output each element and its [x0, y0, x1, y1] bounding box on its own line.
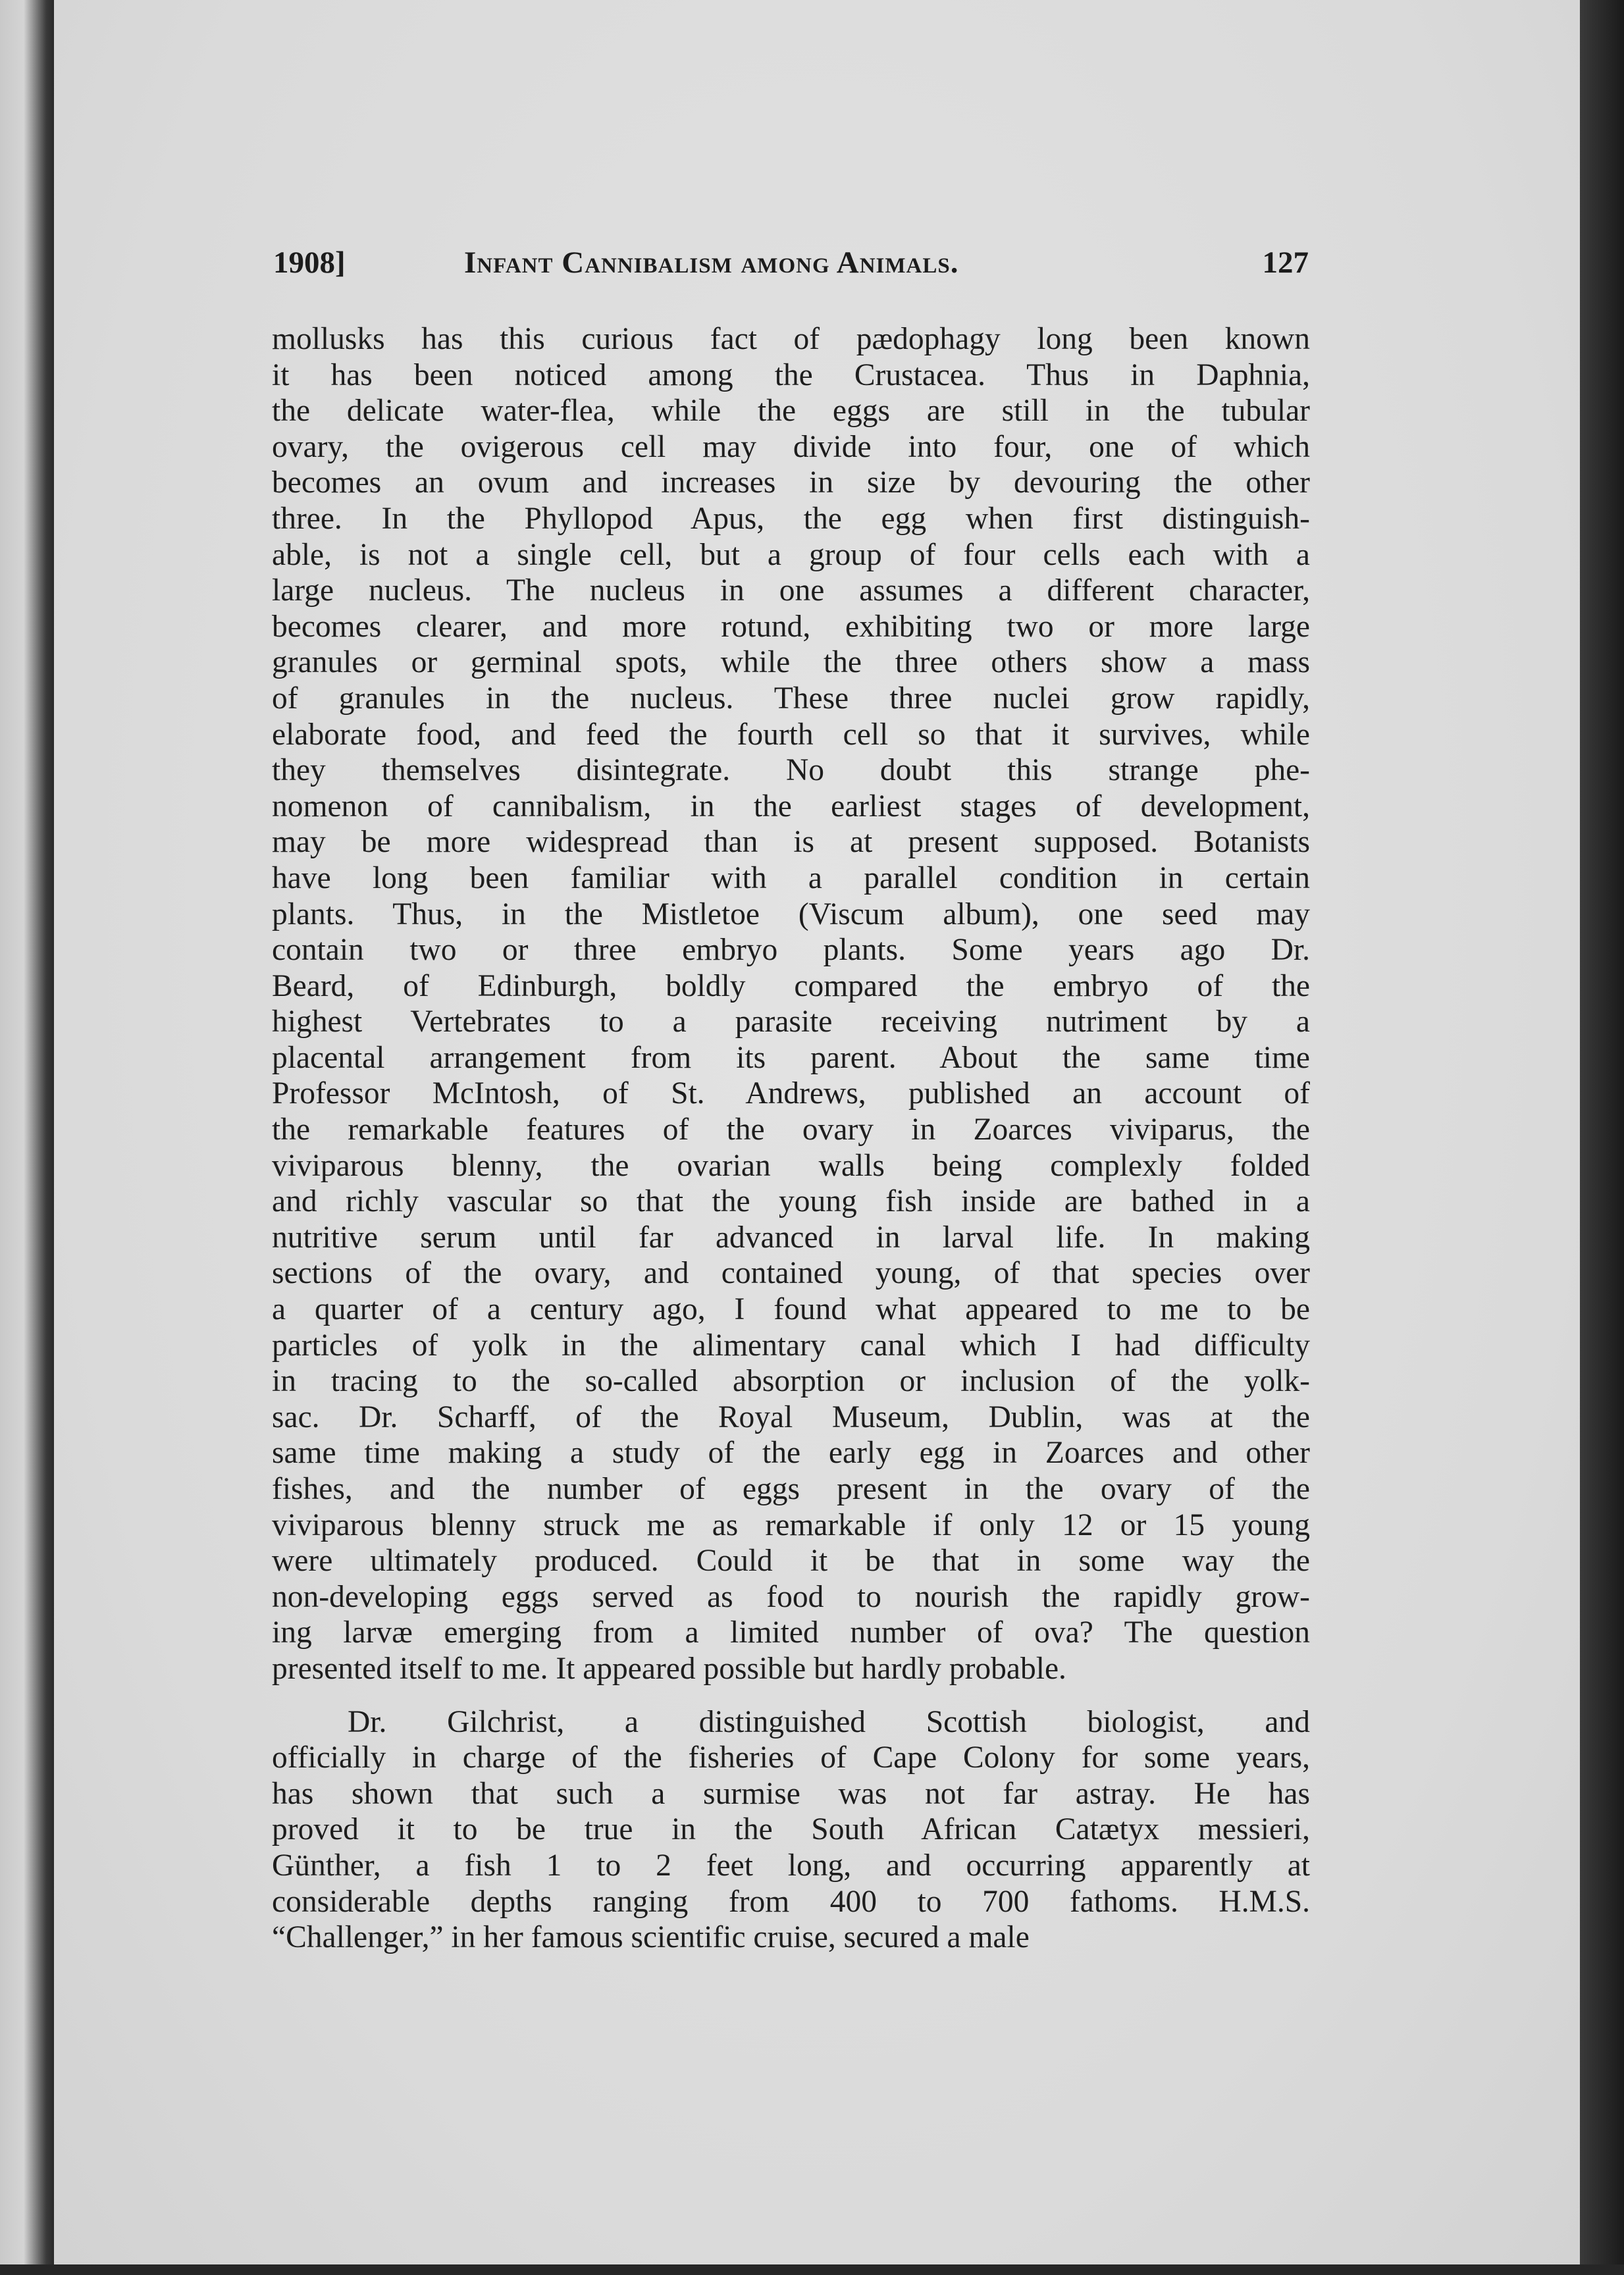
text-line: Dr. Gilchrist, a distinguished Scottish biologist, and	[348, 1704, 1310, 1739]
text-line: plants. Thus, in the Mistletoe (Viscum album), one seed may	[272, 897, 1310, 931]
text-line: same time making a study of the early egg in Zoarces and other	[272, 1436, 1310, 1471]
text-line: presented itself to me. It appeared possible but hardly probable.	[272, 1651, 1066, 1686]
text-line: highest Vertebrates to a parasite receiving nutriment by a	[272, 1005, 1310, 1039]
text-line: of granules in the nucleus. These three nuclei grow rapidly,	[272, 681, 1310, 716]
text-line: sections of the ovary, and contained young, of that species over	[272, 1256, 1310, 1291]
text-line: Professor McIntosh, of St. Andrews, published an account of	[272, 1076, 1310, 1111]
text-line: may be more widespread than is at present supposed. Botanists	[272, 825, 1310, 860]
running-head	[273, 245, 1309, 284]
text-line: viviparous blenny, the ovarian walls being complexly folded	[272, 1148, 1310, 1183]
text-line: it has been noticed among the Crustacea. Thus in Daphnia,	[272, 357, 1310, 392]
header-title: Infant Cannibalism among Animals.	[464, 246, 959, 280]
text-line: the delicate water-flea, while the eggs are still in the tubular	[272, 394, 1310, 429]
text-line: granules or germinal spots, while the three others show a mass	[272, 645, 1310, 680]
text-line: non-developing eggs served as food to nourish the rapidly grow-	[272, 1579, 1310, 1614]
paragraph-gap	[272, 1687, 1310, 1704]
text-line: has shown that such a surmise was not far astray. He has	[272, 1776, 1310, 1811]
text-line: nomenon of cannibalism, in the earliest stages of development,	[272, 789, 1310, 824]
scan-bottom-edge	[0, 2264, 1624, 2275]
text-line: particles of yolk in the alimentary canal which I had difficulty	[272, 1328, 1310, 1363]
text-line: Beard, of Edinburgh, boldly compared the embryo of the	[272, 968, 1310, 1003]
text-line: becomes an ovum and increases in size by devouring the other	[272, 465, 1310, 500]
text-line: mollusks has this curious fact of pædophagy long been known	[272, 322, 1310, 356]
text-line: they themselves disintegrate. No doubt this strange phe-	[272, 753, 1310, 788]
page-number: 127	[1262, 246, 1309, 280]
text-line: placental arrangement from its parent. About the same time	[272, 1040, 1310, 1075]
text-line: officially in charge of the fisheries of Cape Colony for some years,	[272, 1740, 1310, 1775]
text-line: “Challenger,” in her famous scientific cruise, secured a male	[272, 1920, 1030, 1955]
text-line: able, is not a single cell, but a group of four cells each with a	[272, 537, 1310, 572]
text-line: three. In the Phyllopod Apus, the egg when first distinguish-	[272, 501, 1310, 536]
text-line: fishes, and the number of eggs present in the ovary of the	[272, 1472, 1310, 1506]
text-line: proved it to be true in the South African Catætyx messieri,	[272, 1812, 1310, 1847]
text-line: and richly vascular so that the young fish inside are bathed in a	[272, 1184, 1310, 1219]
text-line: sac. Dr. Scharff, of the Royal Museum, Dublin, was at the	[272, 1399, 1310, 1434]
text-line: ovary, the ovigerous cell may divide into four, one of which	[272, 429, 1310, 464]
text-line: have long been familiar with a parallel condition in certain	[272, 860, 1310, 895]
body-text	[272, 321, 1310, 1956]
text-line: Günther, a fish 1 to 2 feet long, and occurring apparently at	[272, 1848, 1310, 1883]
text-line: nutritive serum until far advanced in larval life. In making	[272, 1220, 1310, 1255]
scan-left-edge	[0, 0, 59, 2275]
text-line: becomes clearer, and more rotund, exhibiting two or more large	[272, 609, 1310, 644]
text-line: in tracing to the so-called absorption or inclusion of the yolk-	[272, 1364, 1310, 1399]
text-line: considerable depths ranging from 400 to 700 fathoms. H.M.S.	[272, 1884, 1310, 1919]
text-line: were ultimately produced. Could it be that in some way the	[272, 1544, 1310, 1579]
header-year: 1908]	[273, 246, 346, 280]
text-line: the remarkable features of the ovary in Zoarces viviparus, the	[272, 1112, 1310, 1147]
text-line: elaborate food, and feed the fourth cell so that it survives, while	[272, 717, 1310, 752]
text-line: contain two or three embryo plants. Some years ago Dr.	[272, 933, 1310, 968]
text-line: large nucleus. The nucleus in one assumes a different character,	[272, 573, 1310, 608]
scan-right-edge	[1580, 0, 1624, 2275]
text-line: viviparous blenny struck me as remarkable if only 12 or 15 young	[272, 1507, 1310, 1542]
text-line: a quarter of a century ago, I found what appeared to me to be	[272, 1292, 1310, 1327]
text-line: ing larvæ emerging from a limited number of ova? The question	[272, 1615, 1310, 1650]
